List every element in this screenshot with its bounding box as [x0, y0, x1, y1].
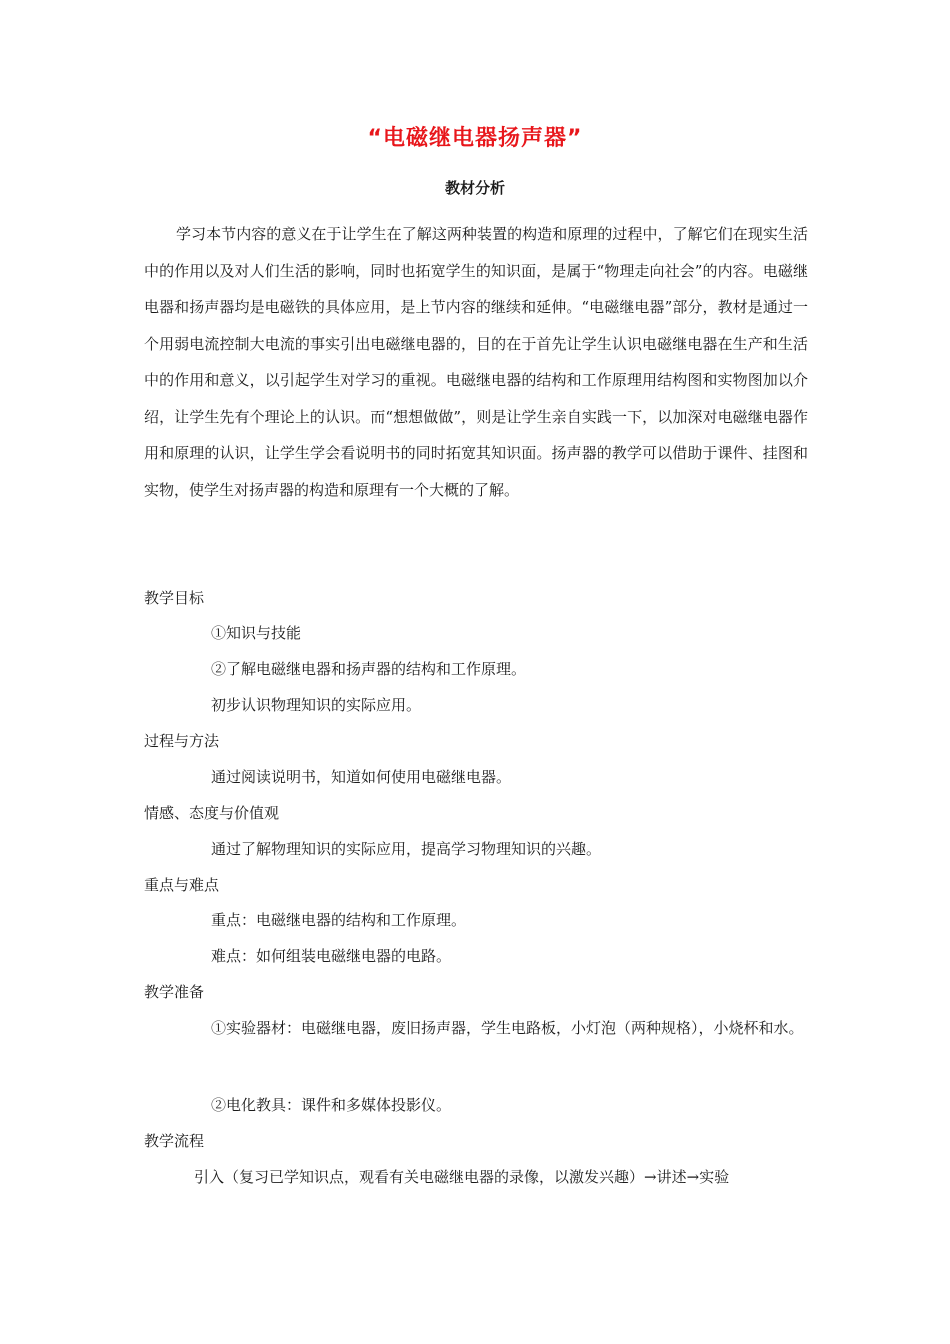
document-title: “电磁继电器扬声器”	[367, 126, 583, 151]
preparation-media: ②电化教具：课件和多媒体投影仪。	[211, 1096, 452, 1114]
heading-teaching-flow: 教学流程	[144, 1132, 205, 1150]
difficulty-item: 难点：如何组装电磁继电器的电路。	[211, 947, 452, 965]
goal-knowledge-label: ①知识与技能	[211, 624, 302, 642]
heading-process-methods: 过程与方法	[144, 732, 220, 750]
section-heading-textbook-analysis: 教材分析	[444, 179, 505, 197]
goal-knowledge-item-2: 初步认识物理知识的实际应用。	[211, 696, 422, 714]
teaching-flow-text: 引入（复习已学知识点，观看有关电磁继电器的录像，以激发兴趣）→讲述→实验	[194, 1168, 730, 1186]
preparation-equipment: ①实验器材：电磁继电器，废旧扬声器，学生电路板，小灯泡（两种规格），小烧杯和水。	[211, 1019, 804, 1037]
heading-emotion-values: 情感、态度与价值观	[144, 804, 280, 822]
goal-knowledge-item-1: ②了解电磁继电器和扬声器的结构和工作原理。	[211, 660, 527, 678]
process-item: 通过阅读说明书，知道如何使用电磁继电器。	[211, 768, 512, 786]
heading-key-points: 重点与难点	[144, 876, 220, 894]
heading-preparation: 教学准备	[144, 983, 205, 1001]
heading-teaching-goals: 教学目标	[144, 589, 205, 607]
emotion-item: 通过了解物理知识的实际应用，提高学习物理知识的兴趣。	[211, 840, 602, 858]
analysis-paragraph: 学习本节内容的意义在于让学生在了解这两种装置的构造和原理的过程中，了解它们在现实生活中的作用以及对人们生活的影响，同时也拓宽学生的知识面，是属于“物理走向社会”的内容。电磁继电器和扬声器均是电磁铁的具体应用，是上节内容的继续和延伸。“电磁继电器”部分，教材是通过一个用弱电流控制大电流的事实引出电磁继电器的，目的在于首先让学生认识电磁继电器在生产和生活中的作用和意义，以引起学生对学习的重视。电磁继电器的结构和工作原理用结构图和实物图加以介绍，让学生先有个理论上的认识。而“想想做做”，则是让学生亲自实践一下，以加深对电磁继电器作用和原理的认识，让学生学会看说明书的同时拓宽其知识面。扬声器的教学可以借助于课件、挂图和实物，使学生对扬声器的构造和原理有一个大概的了解。	[144, 225, 808, 499]
key-point-item: 重点：电磁继电器的结构和工作原理。	[211, 911, 467, 929]
